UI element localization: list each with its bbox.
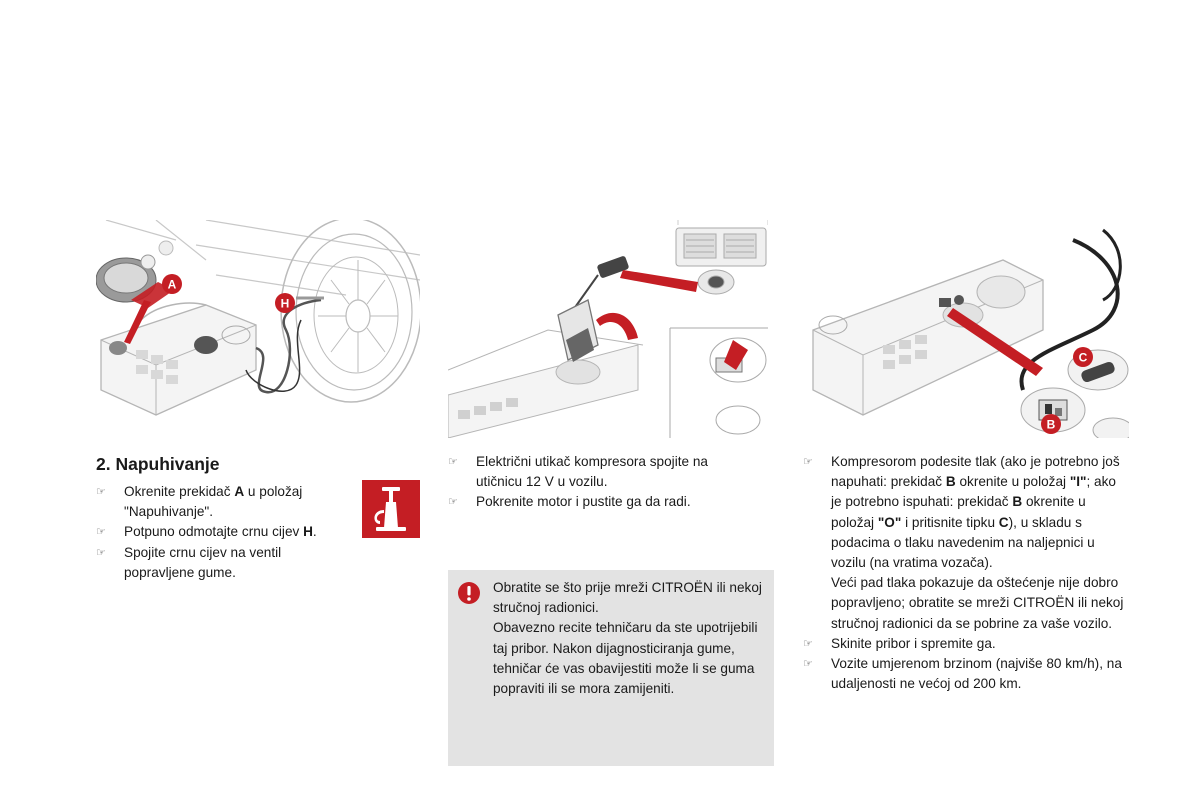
inflation-steps-list bbox=[96, 482, 348, 583]
connection-steps-list bbox=[448, 452, 754, 513]
illustration-compressor-wheel bbox=[96, 220, 420, 438]
left-column bbox=[96, 452, 348, 583]
label-a: A bbox=[167, 277, 177, 292]
step-text: u položaj "Napuhivanje". bbox=[124, 484, 303, 520]
list-item bbox=[96, 543, 348, 583]
step-key: B bbox=[945, 474, 956, 490]
step-text: Okrenite prekidač bbox=[124, 484, 235, 499]
pointing-hand-icon: ☞ bbox=[448, 496, 458, 509]
pointing-hand-icon: ☞ bbox=[96, 526, 106, 539]
section-title: 2. Napuhivanje bbox=[96, 454, 220, 474]
list-item bbox=[803, 452, 1129, 573]
step-text: okrenite u položaj bbox=[955, 474, 1070, 490]
list-item bbox=[803, 634, 1129, 654]
warning-line: Obratite se što prije mreži CITROËN ili nekoj stručnoj radionici. bbox=[493, 580, 762, 616]
step-key: A bbox=[234, 484, 245, 499]
label-h: H bbox=[280, 296, 290, 311]
pressure-steps-list bbox=[803, 452, 1129, 573]
illustration-12v-socket bbox=[448, 220, 768, 438]
pointing-hand-icon: ☞ bbox=[96, 546, 106, 559]
step-text: Potpuno odmotajte crnu cijev bbox=[124, 524, 304, 540]
step-text: ; ako je potrebno ispuhati: prekidač bbox=[831, 474, 1116, 510]
middle-column bbox=[448, 452, 754, 513]
pointing-hand-icon: ☞ bbox=[803, 658, 813, 671]
label-c: C bbox=[1078, 350, 1088, 365]
step-key: "I" bbox=[1069, 474, 1087, 490]
warning-exclamation-icon bbox=[458, 582, 480, 604]
step-text: Skinite pribor i spremite ga. bbox=[831, 635, 996, 651]
step-key: "O" bbox=[877, 514, 902, 530]
step-text: Električni utikač kompresora spojite na utičnicu 12 V u vozilu. bbox=[476, 454, 708, 490]
step-text: i pritisnite tipku bbox=[901, 514, 999, 530]
step-text: Spojite crnu cijev na ventil popravljene gume. bbox=[124, 544, 282, 580]
pointing-hand-icon: ☞ bbox=[96, 486, 106, 498]
pressure-loss-note: Veći pad tlaka pokazuje da oštećenje nije dobro popravljeno; obratite se mreži CITROËN ili nekoj stručnoj radionici da se pobrine za vaše vozilo. bbox=[831, 575, 1124, 631]
list-item bbox=[96, 522, 348, 542]
tyre-inflator-pump-icon bbox=[362, 480, 420, 538]
pointing-hand-icon: ☞ bbox=[803, 637, 813, 650]
warning-text bbox=[493, 578, 765, 699]
step-key: C bbox=[998, 514, 1009, 530]
step-key: B bbox=[1012, 494, 1023, 510]
warning-line: Obavezno recite tehničaru da ste upotrijebili taj pribor. Nakon dijagnosticiranja gume, tehničar će vas obavijestiti može li se guma popraviti ili se mora zamijeniti. bbox=[493, 620, 758, 697]
list-item bbox=[96, 482, 348, 522]
label-b: B bbox=[1046, 417, 1056, 432]
final-steps-list bbox=[803, 634, 1129, 695]
right-column bbox=[803, 452, 1129, 694]
step-text: Kompresorom podesite tlak (ako je potrebno još napuhati: prekidač bbox=[831, 454, 1120, 490]
pointing-hand-icon: ☞ bbox=[803, 456, 813, 468]
step-text: Vozite umjerenom brzinom (najviše 80 km/h), na udaljenosti ne većoj od 200 km. bbox=[831, 656, 1122, 692]
step-text: ), u skladu s podacima o tlaku navedenim na naljepnici u vozilu (na vratima vozača). bbox=[831, 514, 1095, 571]
list-item bbox=[448, 452, 754, 492]
step-text: Pokrenite motor i pustite ga da radi. bbox=[476, 494, 691, 510]
step-text: okrenite u položaj bbox=[831, 494, 1086, 530]
step-text: . bbox=[312, 524, 317, 540]
list-item bbox=[803, 654, 1129, 694]
list-item bbox=[448, 492, 754, 512]
warning-box bbox=[448, 570, 774, 766]
pointing-hand-icon: ☞ bbox=[448, 456, 458, 468]
illustration-pressure-switch bbox=[803, 220, 1129, 438]
step-key: H bbox=[303, 524, 313, 540]
